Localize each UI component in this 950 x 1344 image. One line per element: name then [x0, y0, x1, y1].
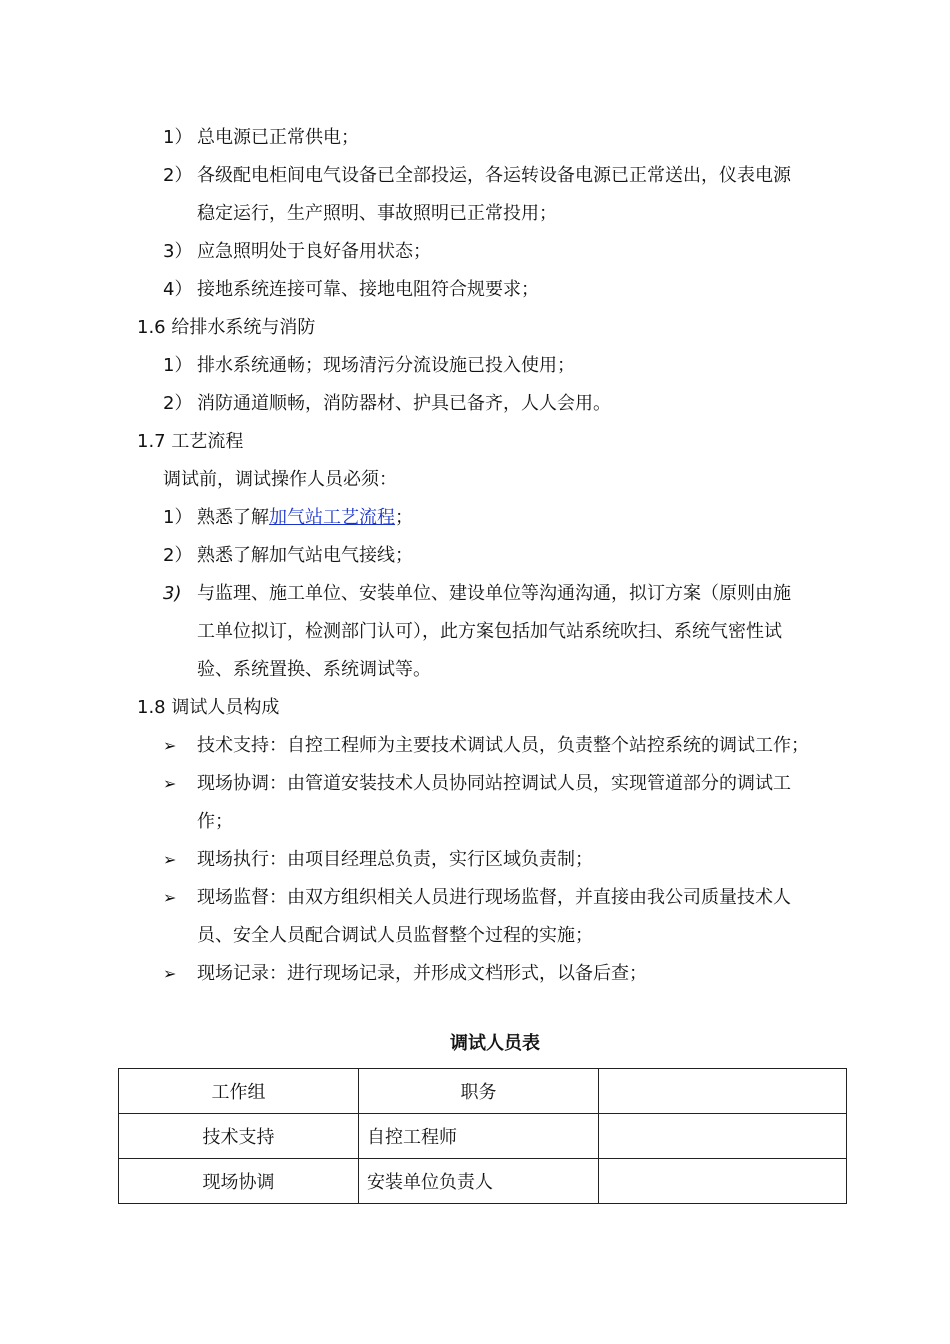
table-header-cell: 职务: [359, 1069, 599, 1114]
list-number: 1）: [163, 507, 193, 528]
list-text: [197, 499, 413, 537]
section-heading-text: 1.7 工艺流程: [137, 431, 244, 452]
list-number: 3）: [163, 241, 193, 262]
arrow-bullet-icon: ➢: [163, 964, 177, 983]
list-text: 消防通道顺畅，消防器材、护具已备齐，人人会用。: [197, 393, 611, 414]
list-number: 1）: [163, 355, 193, 376]
table-header-cell: 工作组: [119, 1069, 359, 1114]
list-text: 接地系统连接可靠、接地电阻符合规要求；: [197, 279, 539, 300]
bullet-text: 员、安全人员配合调试人员监督整个过程的实施；: [197, 925, 593, 946]
table-cell: 现场协调: [119, 1159, 359, 1204]
bullet-text: 作；: [197, 811, 233, 832]
table-cell: 自控工程师: [359, 1114, 599, 1159]
list-number: 3): [163, 583, 182, 604]
list-text: 与监理、施工单位、安装单位、建设单位等沟通沟通，拟订方案（原则由施: [197, 583, 791, 604]
list-number: 1）: [163, 127, 193, 148]
section-heading-text: 1.6 给排水系统与消防: [137, 317, 316, 338]
list-text: 稳定运行，生产照明、事故照明已正常投用；: [197, 203, 557, 224]
table-row: [119, 1114, 847, 1159]
list-text: 工单位拟订，检测部门认可），此方案包括加气站系统吹扫、系统气密性试: [197, 621, 782, 642]
table-cell: 技术支持: [119, 1114, 359, 1159]
list-number: 2）: [163, 545, 193, 566]
arrow-bullet-icon: ➢: [163, 774, 177, 793]
list-text-pre: 熟悉了解: [197, 507, 269, 528]
list-number: 2）: [163, 393, 193, 414]
process-flow-link[interactable]: 加气站工艺流程: [269, 507, 395, 528]
list-text: 排水系统通畅；现场清污分流设施已投入使用；: [197, 355, 575, 376]
arrow-bullet-icon: ➢: [163, 888, 177, 907]
table-header-row: [119, 1069, 847, 1114]
table-cell: [599, 1159, 847, 1204]
section-heading-text: 1.8 调试人员构成: [137, 697, 280, 718]
table-cell: [599, 1114, 847, 1159]
list-text: 熟悉了解加气站电气接线；: [197, 545, 413, 566]
list-text: 验、系统置换、系统调试等。: [197, 659, 431, 680]
table-title: 调试人员表: [450, 1033, 540, 1054]
list-number: 2）: [163, 165, 193, 186]
bullet-text: 现场监督：由双方组织相关人员进行现场监督，并直接由我公司质量技术人: [197, 887, 791, 908]
list-number: 4）: [163, 279, 193, 300]
list-text-post: ；: [395, 507, 413, 528]
bullet-text: 现场协调：由管道安装技术人员协同站控调试人员，实现管道部分的调试工: [197, 773, 791, 794]
personnel-table: [118, 1068, 847, 1204]
bullet-text: 现场执行：由项目经理总负责，实行区域负责制；: [197, 849, 593, 870]
table-cell: 安装单位负责人: [359, 1159, 599, 1204]
arrow-bullet-icon: ➢: [163, 736, 177, 755]
arrow-bullet-icon: ➢: [163, 850, 177, 869]
intro-text: 调试前，调试操作人员必须：: [163, 469, 397, 490]
bullet-text: 现场记录：进行现场记录，并形成文档形式，以备后查；: [197, 963, 647, 984]
table-row: [119, 1159, 847, 1204]
list-text: 各级配电柜间电气设备已全部投运，各运转设备电源已正常送出，仪表电源: [197, 165, 791, 186]
list-text: 应急照明处于良好备用状态；: [197, 241, 431, 262]
bullet-text: 技术支持：自控工程师为主要技术调试人员，负责整个站控系统的调试工作；: [197, 735, 809, 756]
table-header-cell: [599, 1069, 847, 1114]
list-text: 总电源已正常供电；: [197, 127, 359, 148]
